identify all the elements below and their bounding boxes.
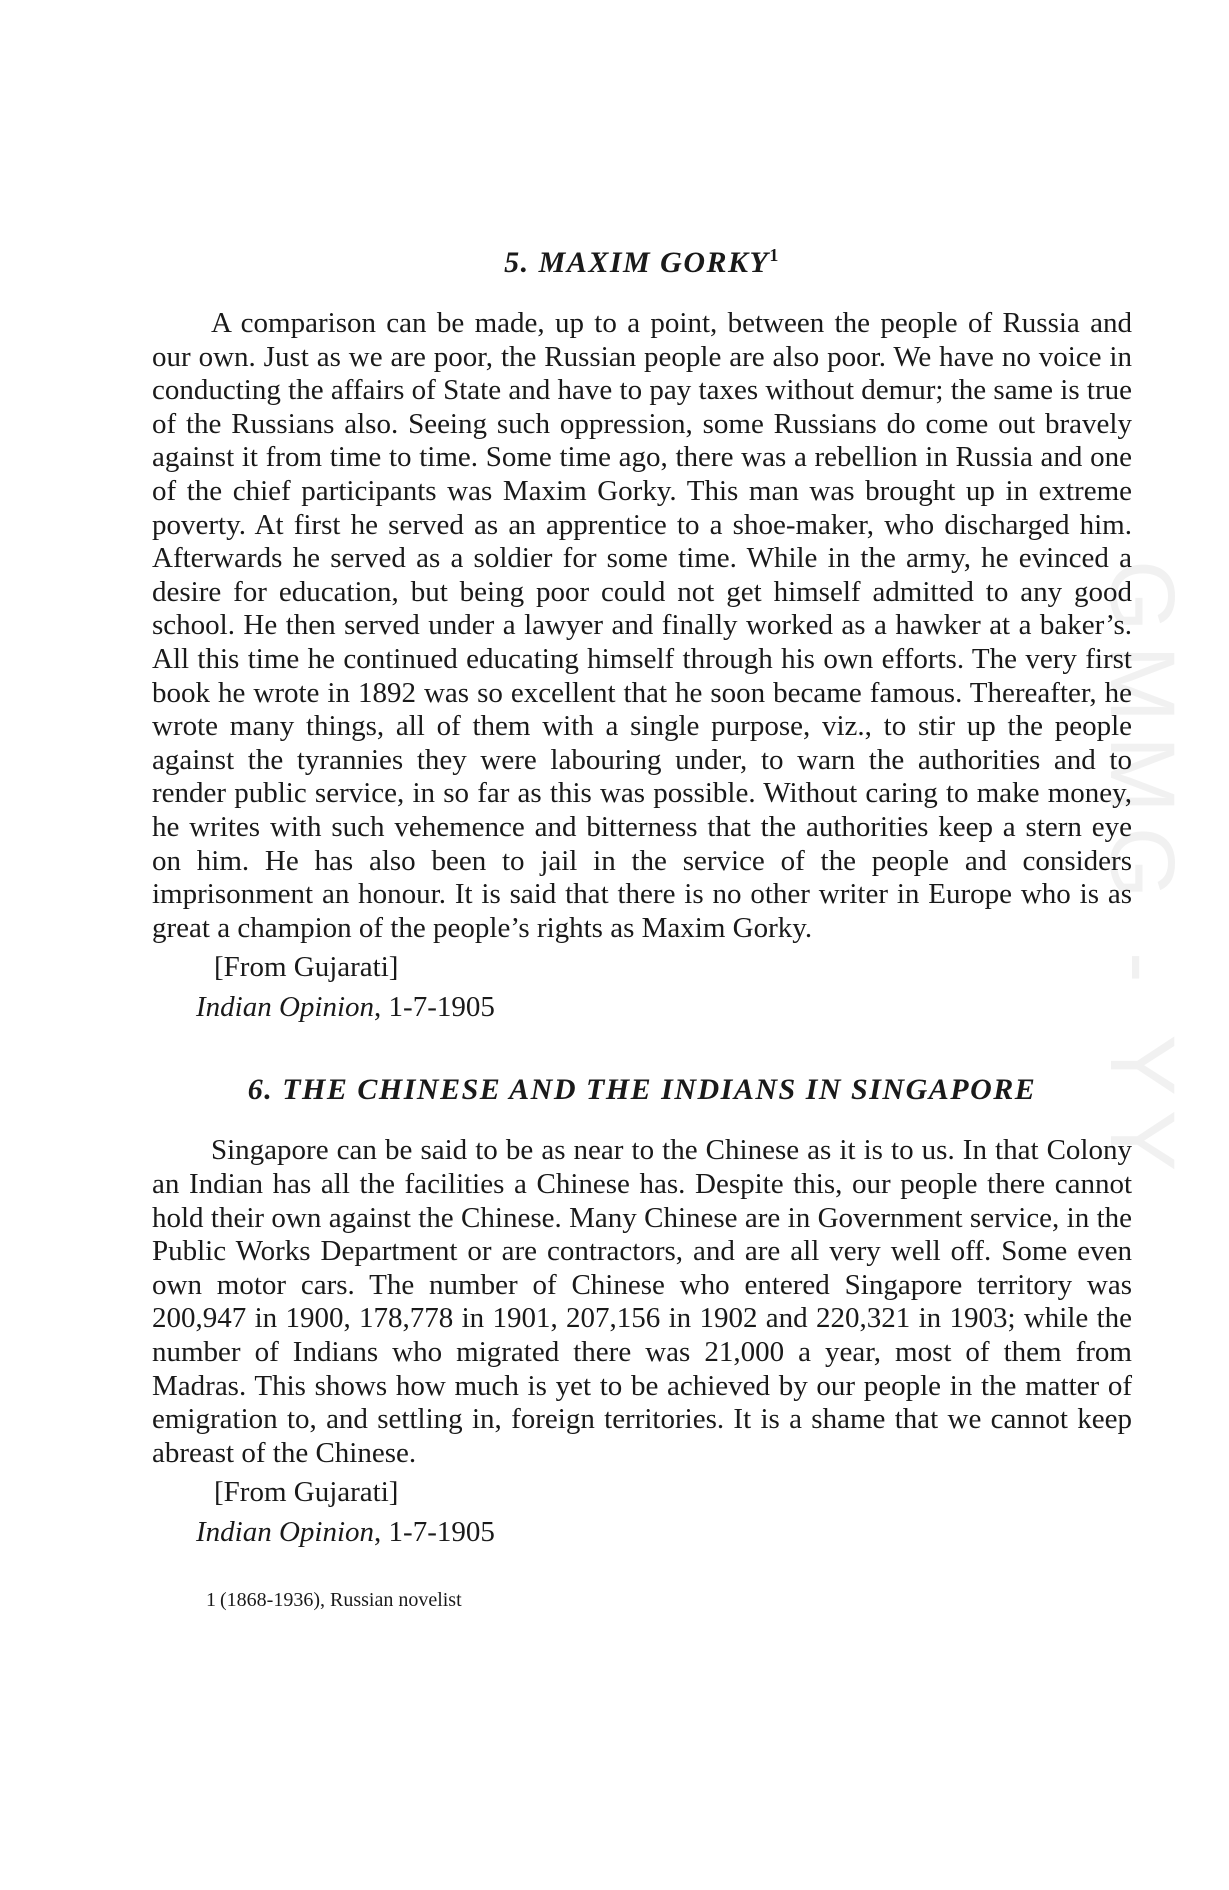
source-note: [From Gujarati] [214,951,399,984]
footnote [206,1588,1132,1612]
section-chinese-indians-singapore [152,1072,1132,1549]
section-maxim-gorky [152,245,1132,1024]
journal-title: Indian Opinion [196,1516,375,1548]
journal-title: Indian Opinion [196,990,375,1023]
body-paragraph: A comparison can be made, up to a point, between the people of Russia and our own. Just as we are poor, the Russian people are also poor. We have no voice in conducting the affairs of State and have to pay taxes without demur; the same is true of the Russians also. Seeing such oppression, some Russians do come out bravely against it from time to time. Some time ago, there was a rebellion in Russia and one of the chief participants was Maxim Gorky. This man was brought up in extreme poverty. At first he served as an apprentice to a shoe-maker, who discharged him. Afterwards he served as a soldier for some time. While in the army, he evinced a desire for education, but being poor could not get himself admitted to any good school. He then served under a lawyer and finally worked as a hawker at a baker’s. All this time he continued educating himself through his own efforts. The very first book he wrote in 1892 was so excellent that he soon became famous. Thereafter, he wrote many things, all of them with a single purpose, viz., to stir up the people against the tyrannies they were labouring under, to warn the authorities and to render public service, in so far as this was possible. Without caring to make money, he writes with such vehemence and bitterness that the authorities keep a stern eye on him. He has also been to jail in the service of the people and considers imprisonment an honour. It is said that there is no other writer in Europe who is as great a champion of the people’s rights as Maxim Gorky. [152,307,1132,944]
section-title [152,1072,1132,1108]
body-paragraph: Singapore can be said to be as near to the Chinese as it is to us. In that Colony an Indian has all the facilities a Chinese has. Despite this, our people there cannot hold their own against the Chinese. Many Chinese are in Government service, in the Public Works Department or are contractors, and are all very well off. Some even own motor cars. The number of Chinese who entered Singapore territory was 200,947 in 1900, 178,778 in 1901, 207,156 in 1902 and 220,321 in 1903; while the number of Indians who migrated there was 21,000 a year, most of them from Madras. This shows how much is yet to be achieved by our people in the matter of emigration to, and settling in, foreign territories. It is a shame that we cannot keep abreast of the Chinese. [152,1134,1132,1469]
document-page [152,245,1132,1612]
citation [196,1516,1132,1550]
watermark-text: GMMG - YY [1091,560,1193,1186]
footnote-marker: 1 [206,1588,216,1611]
citation [196,991,1132,1025]
footnote-text: (1868-1936), Russian novelist [220,1588,462,1611]
section-title-text: 5. MAXIM GORKY [504,246,770,279]
citation-date: , 1-7-1905 [374,1516,495,1548]
footnote-reference: 1 [769,245,780,265]
source-note: [From Gujarati] [214,1476,399,1509]
section-title [152,245,1132,281]
section-title-text: 6. THE CHINESE AND THE INDIANS IN SINGAPORE [247,1073,1037,1107]
citation-date: , 1-7-1905 [374,990,495,1023]
